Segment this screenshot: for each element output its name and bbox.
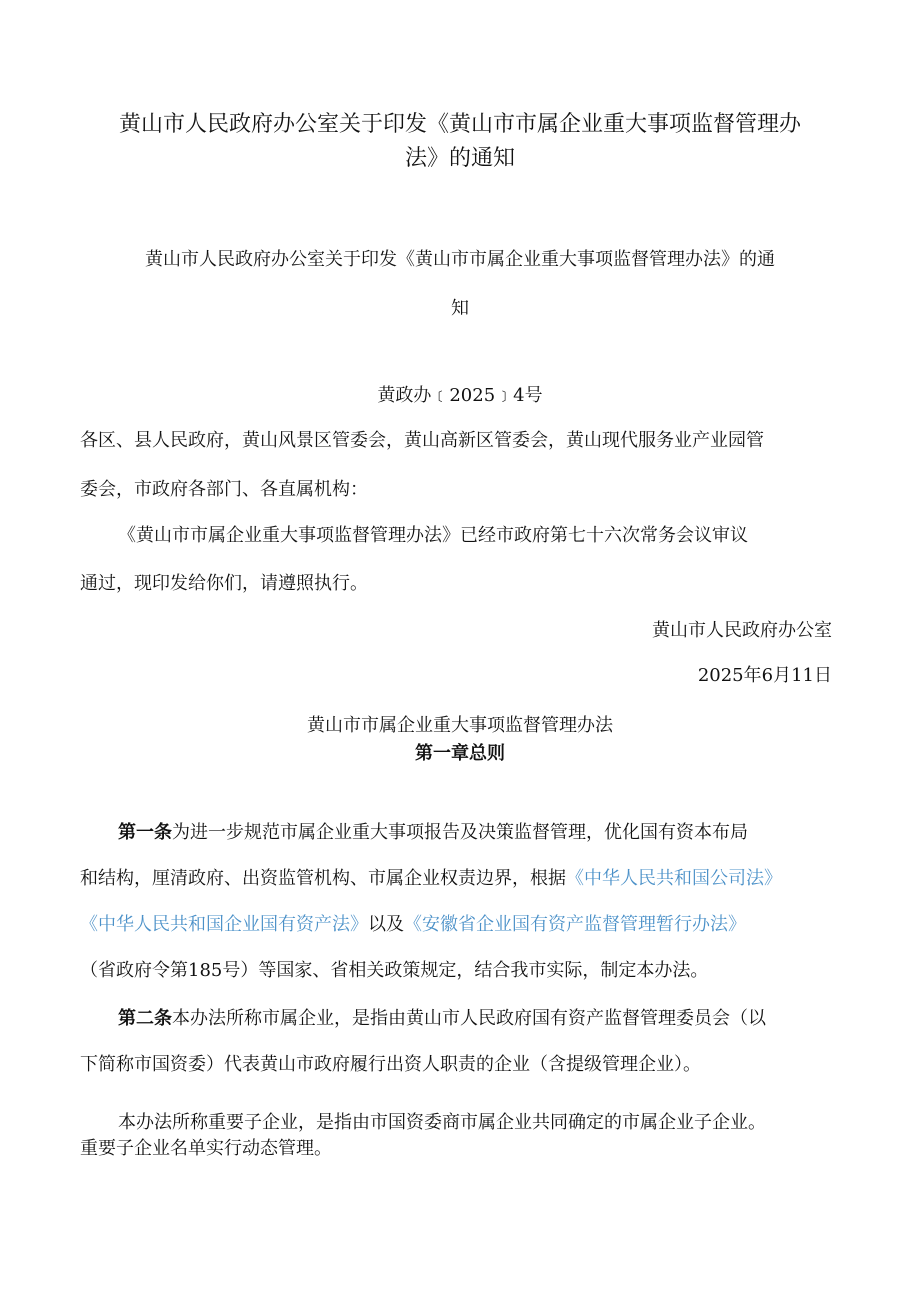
- notice-heading-line-1: 黄山市人民政府办公室关于印发《黄山市市属企业重大事项监督管理办法》的通: [145, 249, 775, 270]
- document-title: [0, 108, 920, 176]
- anhui-soe-measures-link[interactable]: 《安徽省企业国有资产监督管理暂行办法》: [404, 914, 746, 935]
- article-2-text: 本办法所称市属企业，是指由黄山市人民政府国有资产监督管理委员会（以: [172, 1008, 766, 1029]
- issuer-signature: 黄山市人民政府办公室: [652, 620, 832, 641]
- article-1-text: 为进一步规范市属企业重大事项报告及决策监督管理，优化国有资本布局: [172, 822, 748, 843]
- document-title-line-2: 法》的通知: [404, 146, 515, 171]
- measures-title: 黄山市市属企业重大事项监督管理办法: [307, 715, 613, 736]
- recipients-line-2: 委会，市政府各部门、各直属机构：: [80, 479, 368, 500]
- subsidiaries-paragraph-line-1: 本办法所称重要子企业，是指由市国资委商市属企业共同确定的市属企业子企业。: [118, 1112, 766, 1133]
- notice-heading-line-2: 知: [451, 298, 469, 319]
- soe-assets-law-link[interactable]: 《中华人民共和国企业国有资产法》: [80, 914, 368, 935]
- article-2-label: 第二条: [118, 1008, 172, 1029]
- chapter-1-title: 第一章总则: [415, 743, 505, 764]
- article-1-conjunction: 以及: [368, 914, 404, 935]
- document-number: 黄政办﹝2025﹞4号: [377, 385, 543, 406]
- article-1-line-2-text: 和结构，厘清政府、出资监管机构、市属企业权责边界，根据: [80, 868, 566, 889]
- article-1-line-3: [80, 913, 746, 937]
- article-1-label: 第一条: [118, 822, 172, 843]
- article-1-line-2: [80, 867, 782, 891]
- notice-body-line-1: 《黄山市市属企业重大事项监督管理办法》已经市政府第七十六次常务会议审议: [118, 525, 748, 546]
- document-title-line-1: 黄山市人民政府办公室关于印发《黄山市市属企业重大事项监督管理办: [118, 112, 801, 137]
- notice-body-line-2: 通过，现印发给你们，请遵照执行。: [80, 573, 368, 594]
- article-2-line-1: [118, 1007, 766, 1031]
- article-1-line-1: [118, 821, 748, 845]
- company-law-link[interactable]: 《中华人民共和国公司法》: [566, 868, 782, 889]
- recipients-line-1: 各区、县人民政府，黄山风景区管委会，黄山高新区管委会，黄山现代服务业产业园管: [80, 430, 764, 451]
- article-1-line-4: （省政府令第185号）等国家、省相关政策规定，结合我市实际，制定本办法。: [80, 960, 709, 981]
- issue-date: 2025年6月11日: [697, 665, 832, 686]
- subsidiaries-paragraph-line-2: 重要子企业名单实行动态管理。: [80, 1138, 332, 1159]
- article-2-line-2: 下简称市国资委）代表黄山市政府履行出资人职责的企业（含提级管理企业）。: [80, 1054, 701, 1075]
